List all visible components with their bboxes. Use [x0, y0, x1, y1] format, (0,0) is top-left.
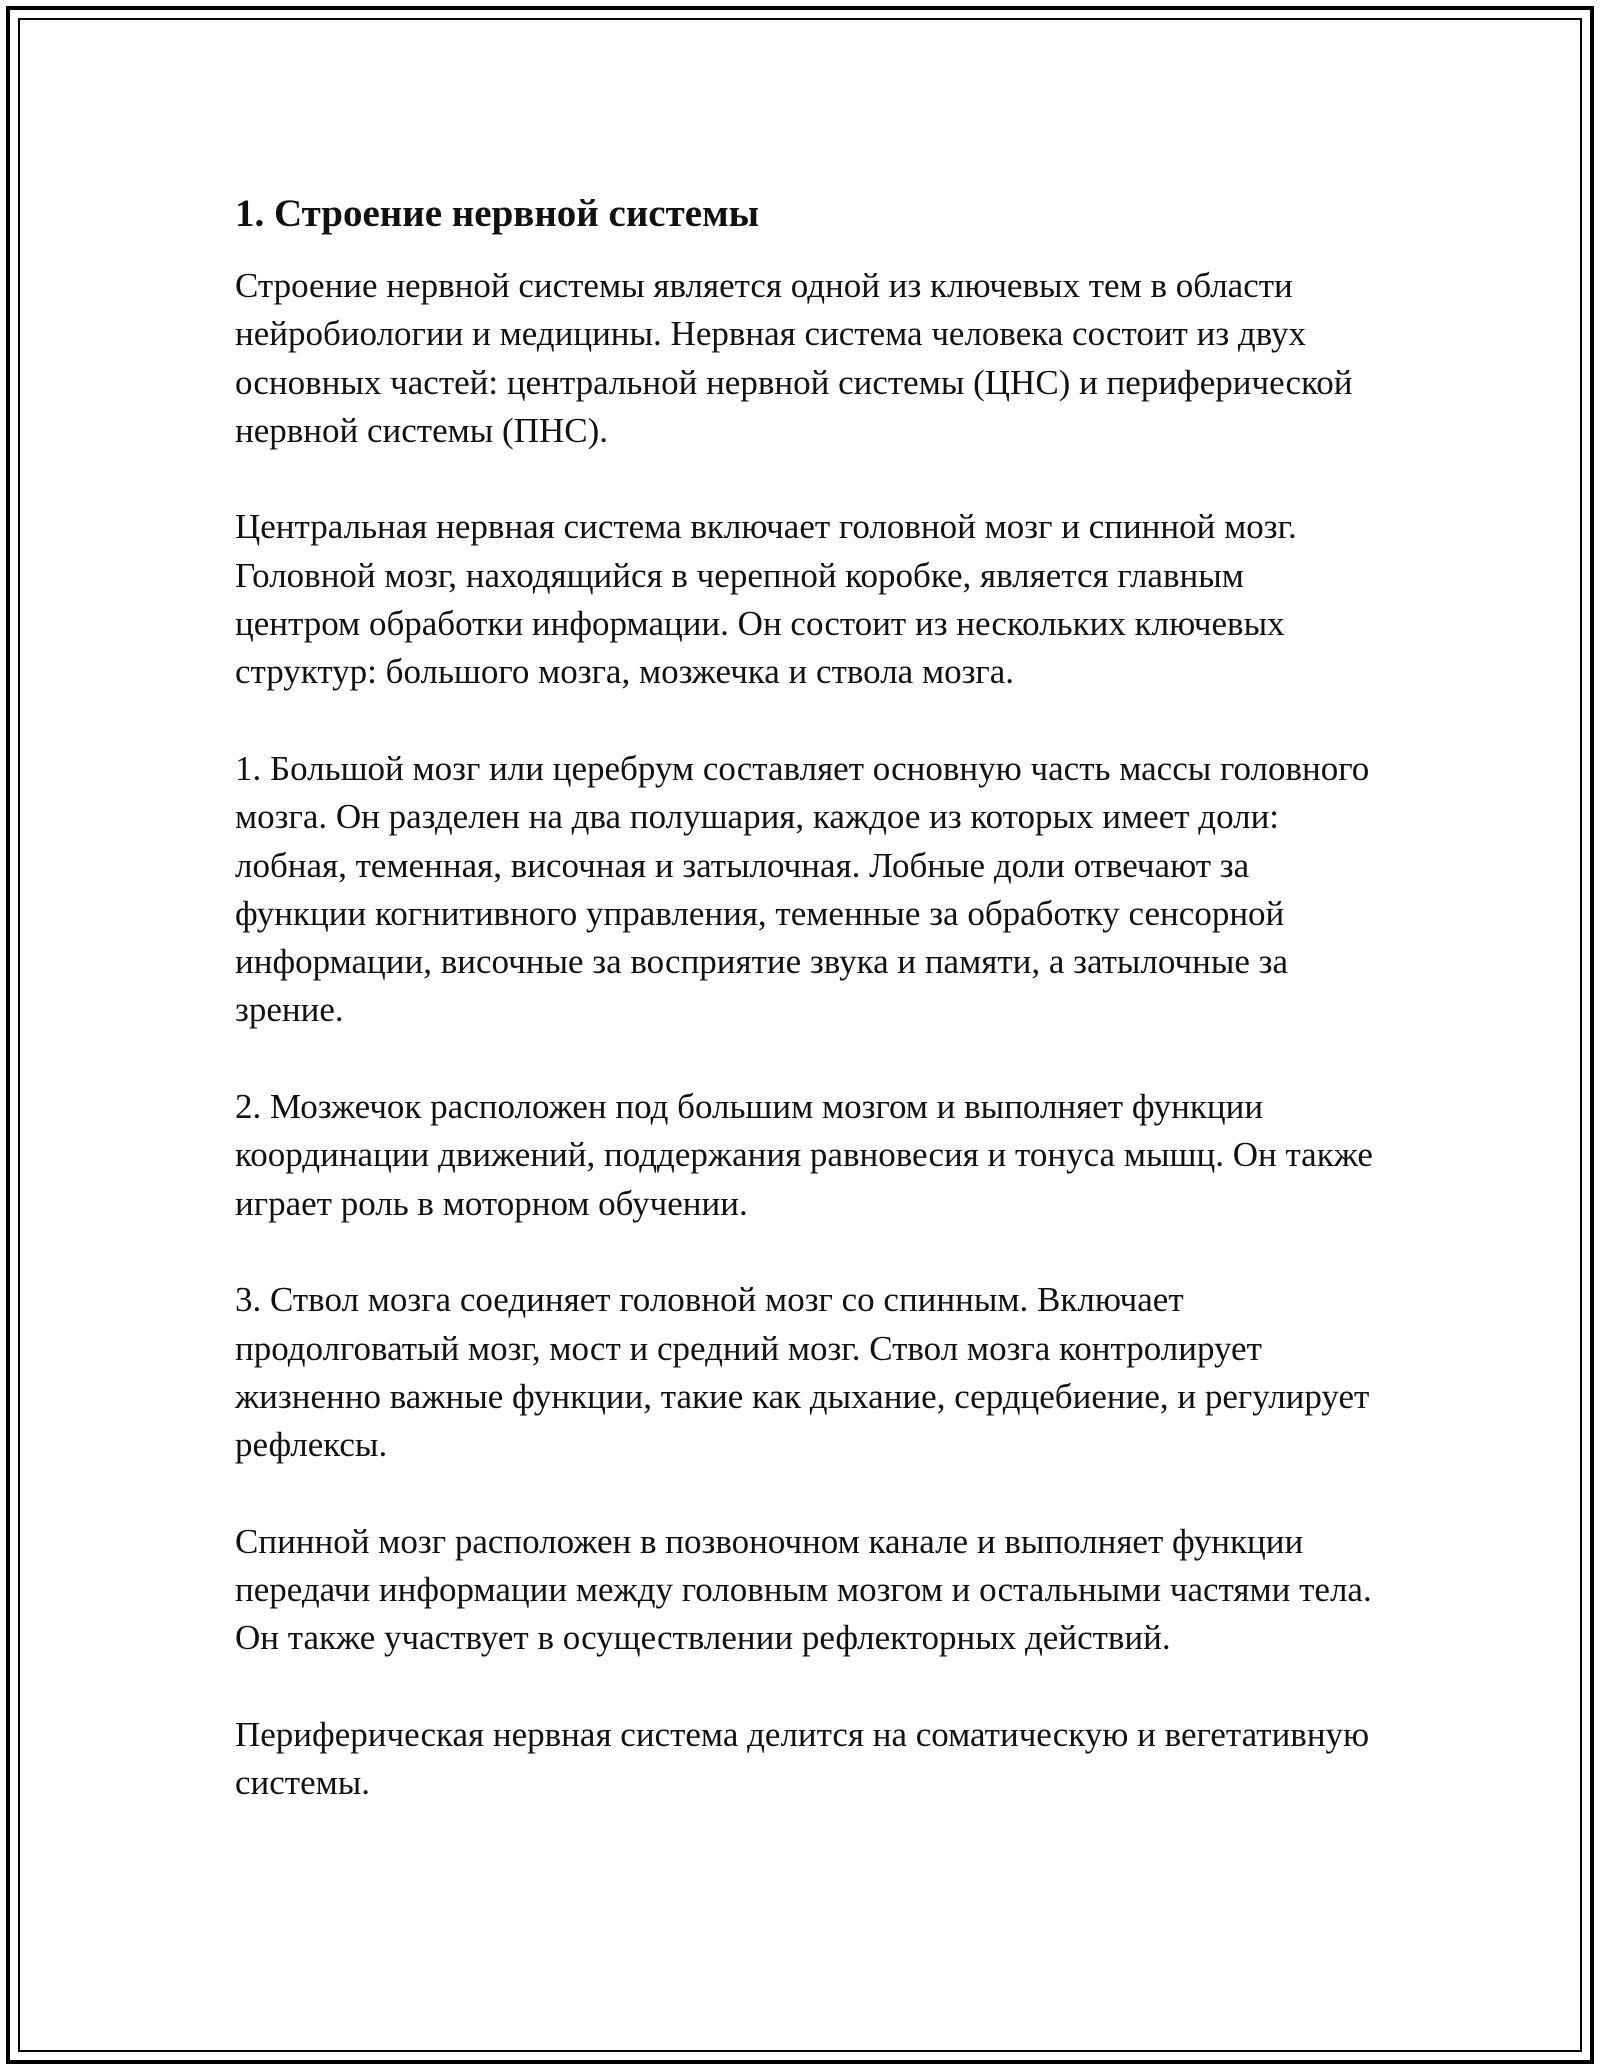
- paragraph-spinal-cord: Спинной мозг расположен в позвоночном канале и выполняет функции передачи информации между головным мозгом и остальными частями тела. Он также участвует в осуществлении рефлекторных действий.: [235, 1521, 1372, 1658]
- document-body: [235, 190, 1375, 1856]
- paragraph-intro: Строение нервной системы является одной из ключевых тем в области нейробиологии и медицины. Нервная система человека состоит из двух основных частей: центральной нервной системы (ЦНС) и периферической нервной системы (ПНС).: [235, 266, 1353, 450]
- section-heading: 1. Строение нервной системы: [235, 192, 760, 235]
- paragraph-cns: Центральная нервная система включает головной мозг и спинной мозг. Головной мозг, находящийся в черепной коробке, является главным центром обработки информации. Он состоит из нескольких ключевых структур: большого мозга, мозжечка и ствола мозга.: [235, 507, 1297, 692]
- paragraph-pns: Периферическая нервная система делится на соматическую и вегетативную системы.: [235, 1714, 1370, 1803]
- paragraph-cerebellum: 2. Мозжечок расположен под большим мозгом и выполняет функции координации движений, поддержания равновесия и тонуса мышц. Он также играет роль в моторном обучении.: [235, 1087, 1373, 1223]
- paragraph-cerebrum: 1. Большой мозг или церебрум составляет основную часть массы головного мозга. Он разделен на два полушария, каждое из которых имеет доли: лобная, теменная, височная и затылочная. Лобные доли отвечают за функции когнитивного управления, теменные за обработку сенсорной информации, височные за восприятие звука и памяти, а затылочные за зрение.: [235, 748, 1370, 1030]
- paragraph-brainstem: 3. Ствол мозга соединяет головной мозг со спинным. Включает продолговатый мозг, мост и средний мозг. Ствол мозга контролирует жизненно важные функции, такие как дыхание, сердцебиение, и регулирует рефлексы.: [235, 1280, 1370, 1465]
